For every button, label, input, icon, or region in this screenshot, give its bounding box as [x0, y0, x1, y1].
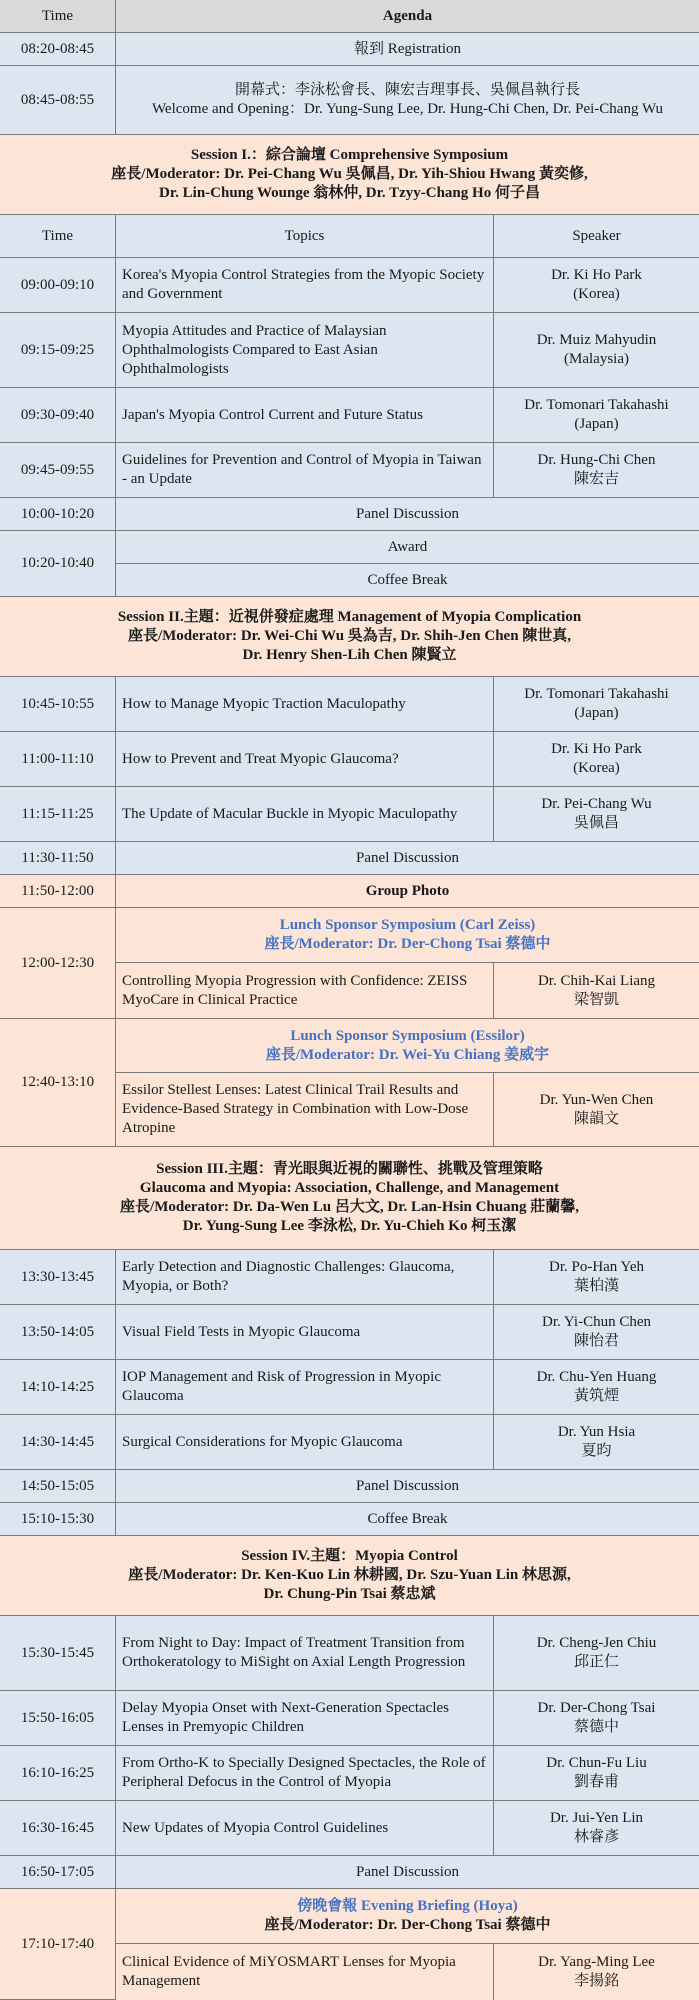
- table-row: [0, 388, 699, 443]
- topic-cell: How to Manage Myopic Traction Maculopathy: [116, 677, 494, 731]
- moderators-line-2: Dr. Lin-Chung Wounge 翁林仲, Dr. Tzyy-Chang Ho 何子昌: [159, 185, 540, 201]
- panel-text: Panel Discussion: [356, 1863, 459, 1880]
- session-title: Session I.：綜合論壇 Comprehensive Symposium: [190, 147, 509, 163]
- moderators-line-1: 座長/Moderator: Dr. Da-Wen Lu 呂大文, Dr. Lan-Hsin Chuang 莊蘭馨,: [120, 1199, 579, 1215]
- topic-cell: Delay Myopia Onset with Next-Generation Spectacles Lenses in Premyopic Children: [116, 1691, 494, 1745]
- speaker-cell: Dr. Tomonari Takahashi (Japan): [524, 686, 669, 721]
- group-photo-text: Group Photo: [365, 882, 450, 899]
- panel-row: [0, 842, 699, 875]
- time-cell: 10:20-10:40: [0, 531, 116, 597]
- moderators-line-1: 座長/Moderator: Dr. Wei-Chi Wu 吳為吉, Dr. Shih-Jen Chen 陳世真,: [127, 628, 572, 644]
- panel-text: Panel Discussion: [356, 1477, 459, 1494]
- header-agenda: Agenda: [382, 7, 433, 24]
- lunch-1-title-block: [116, 908, 699, 962]
- evening-moderator: 座長/Moderator: Dr. Der-Chong Tsai 蔡德中: [264, 1917, 551, 1933]
- table-row: [0, 1616, 699, 1691]
- lunch-moderator: 座長/Moderator: Dr. Der-Chong Tsai 蔡德中: [264, 936, 551, 952]
- speaker-cell: Dr. Jui-Yen Lin 林睿彥: [549, 1810, 644, 1845]
- panel-row: [0, 1856, 699, 1889]
- moderators-line-1: 座長/Moderator: Dr. Pei-Chang Wu 吳佩昌, Dr. Yih-Shiou Hwang 黃奕修,: [111, 166, 588, 182]
- table-row: [0, 1250, 699, 1305]
- speaker-cell: Dr. Yang-Ming Lee 李揚銘: [538, 1954, 655, 1989]
- evening-title: 傍晚會報 Evening Briefing (Hoya): [297, 1898, 518, 1914]
- time-cell: 15:10-15:30: [0, 1503, 116, 1535]
- time-cell: 10:00-10:20: [0, 498, 116, 530]
- session-2-title-block: [0, 597, 699, 676]
- lunch-title: Lunch Sponsor Symposium (Essilor): [290, 1027, 525, 1044]
- lunch-moderator: 座長/Moderator: Dr. Wei-Yu Chiang 姜威宇: [265, 1046, 550, 1063]
- session-title: Session II.主題：近視併發症處理 Management of Myopia Complication: [117, 609, 582, 625]
- coffee-text: Coffee Break: [367, 571, 448, 588]
- coffee-row: [116, 564, 699, 597]
- moderators-line-2: Dr. Yung-Sung Lee 李泳松, Dr. Yu-Chieh Ko 柯玉潔: [182, 1218, 517, 1234]
- topic-cell: New Updates of Myopia Control Guidelines: [116, 1801, 494, 1855]
- speaker-cell: Dr. Yun-Wen Chen 陳韻文: [539, 1091, 654, 1127]
- topic-cell: Visual Field Tests in Myopic Glaucoma: [116, 1305, 494, 1359]
- table-header: [0, 0, 699, 33]
- time-cell: 11:50-12:00: [0, 875, 116, 907]
- session-3-title-block: [0, 1147, 699, 1249]
- topic-cell: IOP Management and Risk of Progression in Myopic Glaucoma: [116, 1360, 494, 1414]
- topic-cell: Myopia Attitudes and Practice of Malaysian Ophthalmologists Compared to East Asian Ophthalmologists: [116, 313, 494, 387]
- session-2-header: [0, 597, 699, 677]
- session-3-header: [0, 1147, 699, 1250]
- table-row: [116, 963, 699, 1019]
- topic-cell: Essilor Stellest Lenses: Latest Clinical Trail Results and Evidence-Based Strategy in Combination with Low-Dose Atropine: [116, 1073, 494, 1146]
- speaker-cell: Dr. Chu-Yen Huang 黃筑煙: [536, 1369, 657, 1404]
- table-row: [116, 1073, 699, 1147]
- registration-row: [0, 33, 699, 66]
- panel-text: Panel Discussion: [356, 849, 459, 866]
- table-row: [0, 1746, 699, 1801]
- lunch-title: Lunch Sponsor Symposium (Carl Zeiss): [279, 917, 536, 933]
- speaker-cell: Dr. Ki Ho Park (Korea): [551, 267, 642, 302]
- time-cell: 09:45-09:55: [0, 443, 116, 497]
- time-cell: 11:30-11:50: [0, 842, 116, 874]
- award-text: Award: [387, 538, 428, 555]
- lunch-2-header: [116, 1019, 699, 1073]
- lunch-1-header: [116, 908, 699, 963]
- topic-cell: Controlling Myopia Progression with Confidence: ZEISS MyoCare in Clinical Practice: [116, 963, 494, 1018]
- speaker-cell: Dr. Cheng-Jen Chiu 邱正仁: [536, 1635, 657, 1670]
- opening-row: [0, 66, 699, 135]
- col-topics: Topics: [116, 215, 494, 257]
- evening-header: [116, 1889, 699, 1944]
- time-cell: 17:10-17:40: [0, 1889, 116, 2000]
- speaker-cell: Dr. Po-Han Yeh 葉柏漢: [548, 1259, 644, 1294]
- session-subtitle: Glaucoma and Myopia: Association, Challenge, and Management: [139, 1180, 560, 1196]
- session-4-title-block: [0, 1536, 699, 1615]
- time-cell: 09:00-09:10: [0, 258, 116, 312]
- time-cell: 10:45-10:55: [0, 677, 116, 731]
- table-row: [0, 258, 699, 313]
- moderators-line-1: 座長/Moderator: Dr. Ken-Kuo Lin 林耕國, Dr. Szu-Yuan Lin 林思源,: [128, 1567, 571, 1583]
- speaker-cell: Dr. Yi-Chun Chen 陳怡君: [541, 1314, 652, 1349]
- speaker-cell: Dr. Pei-Chang Wu 吳佩昌: [541, 796, 652, 831]
- speaker-cell: Dr. Chun-Fu Liu 劉春甫: [546, 1755, 647, 1790]
- award-row: [116, 531, 699, 564]
- topic-cell: Guidelines for Prevention and Control of Myopia in Taiwan - an Update: [116, 443, 494, 497]
- session-1-header: [0, 135, 699, 215]
- opening-line-2: Welcome and Opening：Dr. Yung-Sung Lee, Dr. Hung-Chi Chen, Dr. Pei-Chang Wu: [151, 101, 664, 117]
- topic-cell: From Night to Day: Impact of Treatment Transition from Orthokeratology to MiSight on Axial Length Progression: [116, 1616, 494, 1690]
- session-4-header: [0, 1536, 699, 1616]
- speaker-cell: Dr. Chih-Kai Liang 梁智凱: [537, 972, 656, 1008]
- time-cell: 09:15-09:25: [0, 313, 116, 387]
- time-cell: 08:45-08:55: [0, 66, 116, 134]
- time-cell: 15:50-16:05: [0, 1691, 116, 1745]
- moderators-line-2: Dr. Chung-Pin Tsai 蔡忠斌: [263, 1586, 436, 1602]
- header-time: Time: [0, 0, 116, 32]
- table-row: [0, 1415, 699, 1470]
- time-cell: 11:15-11:25: [0, 787, 116, 841]
- time-cell: 12:00-12:30: [0, 908, 116, 1019]
- topic-cell: The Update of Macular Buckle in Myopic Maculopathy: [116, 787, 494, 841]
- time-cell: 15:30-15:45: [0, 1616, 116, 1690]
- table-row: [0, 1691, 699, 1746]
- speaker-cell: Dr. Tomonari Takahashi (Japan): [524, 397, 669, 432]
- opening-text: [116, 66, 699, 134]
- panel-text: Panel Discussion: [356, 505, 459, 522]
- time-cell: 14:30-14:45: [0, 1415, 116, 1469]
- evening-title-block: [116, 1889, 699, 1943]
- table-row: [0, 732, 699, 787]
- topic-cell: Japan's Myopia Control Current and Future Status: [116, 388, 494, 442]
- table-row: [0, 1360, 699, 1415]
- panel-row: [0, 1470, 699, 1503]
- time-cell: 09:30-09:40: [0, 388, 116, 442]
- panel-row: [0, 498, 699, 531]
- coffee-text: Coffee Break: [367, 1510, 448, 1527]
- session-title: Session III.主題：青光眼與近視的關聯性、挑戰及管理策略: [156, 1161, 543, 1177]
- col-speaker: Speaker: [572, 227, 621, 244]
- time-cell: 14:50-15:05: [0, 1470, 116, 1502]
- time-cell: 16:30-16:45: [0, 1801, 116, 1855]
- table-row: [0, 1305, 699, 1360]
- time-cell: 16:50-17:05: [0, 1856, 116, 1888]
- table-row: [0, 787, 699, 842]
- registration-text: 報到 Registration: [353, 40, 462, 57]
- topic-cell: From Ortho-K to Specially Designed Spectacles, the Role of Peripheral Defocus in the Control of Myopia: [116, 1746, 494, 1800]
- topic-cell: Korea's Myopia Control Strategies from the Myopic Society and Government: [116, 258, 494, 312]
- time-cell: 11:00-11:10: [0, 732, 116, 786]
- topic-cell: Early Detection and Diagnostic Challenges: Glaucoma, Myopia, or Both?: [116, 1250, 494, 1304]
- time-cell: 08:20-08:45: [0, 33, 116, 65]
- lunch-2-title-block: [116, 1019, 699, 1072]
- speaker-cell: Dr. Ki Ho Park (Korea): [551, 741, 642, 776]
- opening-line-1: 開幕式：李泳松會長、陳宏吉理事長、吳佩昌執行長: [234, 82, 580, 98]
- speaker-cell: Dr. Der-Chong Tsai 蔡德中: [537, 1700, 656, 1735]
- topic-cell: Surgical Considerations for Myopic Glaucoma: [116, 1415, 494, 1469]
- time-cell: 12:40-13:10: [0, 1019, 116, 1147]
- moderators-line-2: Dr. Henry Shen-Lih Chen 陳賢立: [242, 647, 457, 663]
- table-row: [0, 1801, 699, 1856]
- time-cell: 13:50-14:05: [0, 1305, 116, 1359]
- session-title: Session IV.主題：Myopia Control: [241, 1548, 458, 1564]
- speaker-cell: Dr. Hung-Chi Chen 陳宏吉: [537, 452, 656, 487]
- session-1-columns: [0, 215, 699, 258]
- table-row: [116, 1944, 699, 2000]
- session-1-title-block: [0, 135, 699, 214]
- table-row: [0, 313, 699, 388]
- speaker-cell: Dr. Yun Hsia 夏昀: [557, 1424, 636, 1459]
- col-time: Time: [0, 215, 116, 257]
- group-photo-row: [0, 875, 699, 908]
- topic-cell: How to Prevent and Treat Myopic Glaucoma?: [116, 732, 494, 786]
- table-row: [0, 443, 699, 498]
- time-cell: 13:30-13:45: [0, 1250, 116, 1304]
- time-cell: 14:10-14:25: [0, 1360, 116, 1414]
- coffee-row: [0, 1503, 699, 1536]
- speaker-cell: Dr. Muiz Mahyudin (Malaysia): [536, 332, 657, 367]
- time-cell: 16:10-16:25: [0, 1746, 116, 1800]
- table-row: [0, 677, 699, 732]
- topic-cell: Clinical Evidence of MiYOSMART Lenses for Myopia Management: [116, 1944, 494, 2000]
